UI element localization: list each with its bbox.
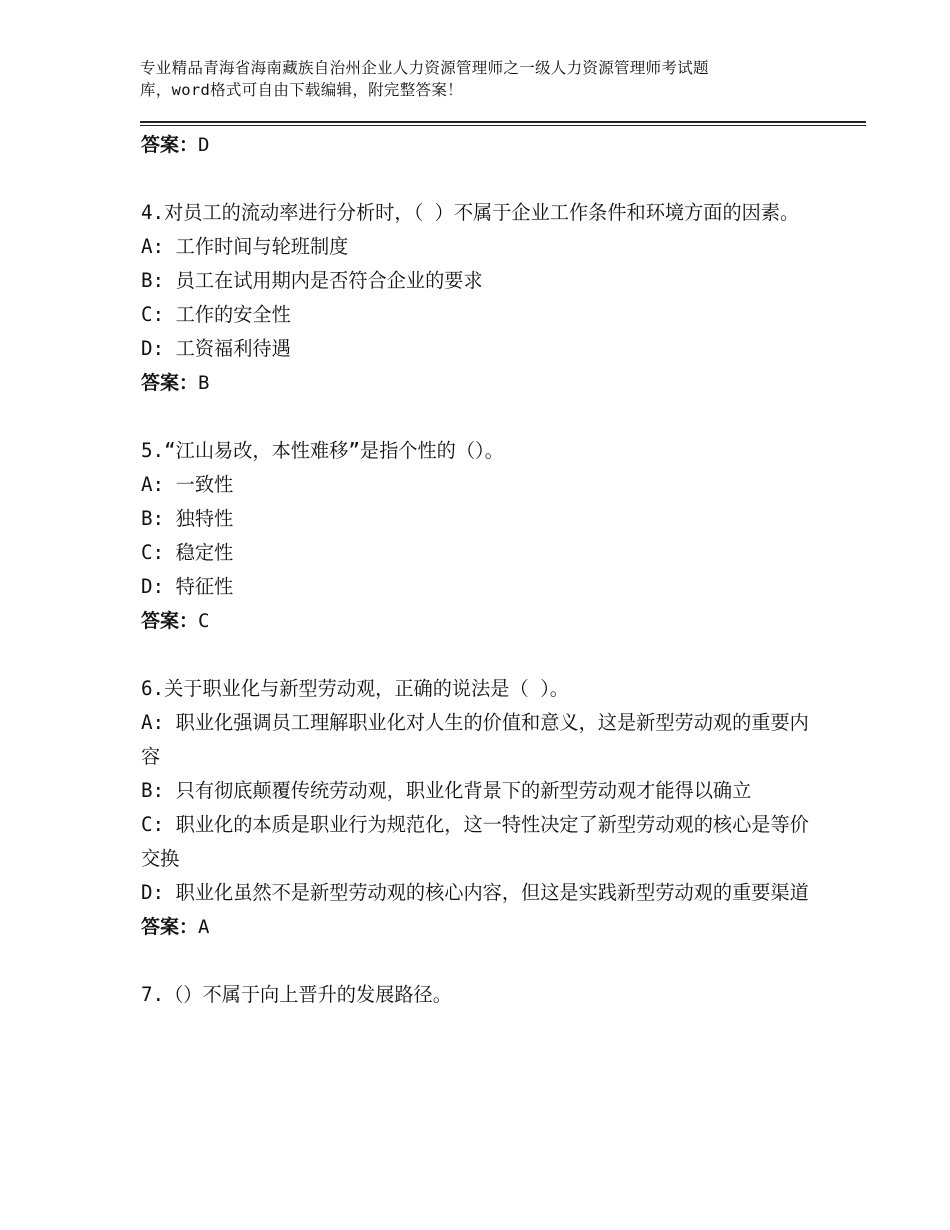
answer-label: 答案： — [141, 610, 199, 632]
header-divider — [140, 121, 866, 126]
question-5 — [141, 434, 821, 638]
answer-value: B — [198, 372, 210, 394]
question-6 — [141, 672, 821, 944]
answer-label: 答案： — [141, 916, 199, 938]
answer-value: A — [198, 916, 210, 938]
answer-line — [141, 604, 821, 638]
option-a: A: 一致性 — [141, 473, 234, 496]
option-a: A: 工作时间与轮班制度 — [141, 235, 349, 258]
answer-value: D — [198, 134, 210, 156]
answer-line — [141, 366, 821, 400]
answer-line — [141, 910, 821, 944]
option-b: B: 员工在试用期内是否符合企业的要求 — [141, 269, 483, 292]
question-text: 4.对员工的流动率进行分析时，（ ）不属于企业工作条件和环境方面的因素。 — [141, 201, 800, 224]
question-7 — [141, 978, 821, 1012]
answer-label: 答案： — [141, 134, 199, 156]
option-d: D: 特征性 — [141, 575, 234, 598]
option-c: C: 职业化的本质是职业行为规范化，这一特性决定了新型劳动观的核心是等价交换 — [141, 813, 809, 870]
answer-value: C — [198, 610, 210, 632]
question-text: 6.关于职业化与新型劳动观，正确的说法是（ ）。 — [141, 677, 569, 700]
question-4 — [141, 196, 821, 400]
option-b: B: 独特性 — [141, 507, 234, 530]
header-line-1: 专业精品青海省海南藏族自治州企业人力资源管理师之一级人力资源管理师考试题 — [140, 59, 709, 77]
question-text: 7.（）不属于向上晋升的发展路径。 — [141, 983, 452, 1006]
option-d: D: 工资福利待遇 — [141, 337, 291, 360]
option-c: C: 稳定性 — [141, 541, 234, 564]
option-d: D: 职业化虽然不是新型劳动观的核心内容，但这是实践新型劳动观的重要渠道 — [141, 881, 809, 904]
answer-line-q3 — [141, 128, 821, 162]
question-text: 5.“江山易改，本性难移”是指个性的（）。 — [141, 439, 504, 462]
option-a: A: 职业化强调员工理解职业化对人生的价值和意义，这是新型劳动观的重要内容 — [141, 711, 809, 768]
answer-label: 答案： — [141, 372, 199, 394]
header-line-2: 库，word格式可自由下载编辑，附完整答案！ — [140, 81, 463, 99]
document-header — [140, 57, 830, 101]
option-b: B: 只有彻底颠覆传统劳动观，职业化背景下的新型劳动观才能得以确立 — [141, 779, 752, 802]
option-c: C: 工作的安全性 — [141, 303, 291, 326]
document-body — [141, 128, 821, 1012]
